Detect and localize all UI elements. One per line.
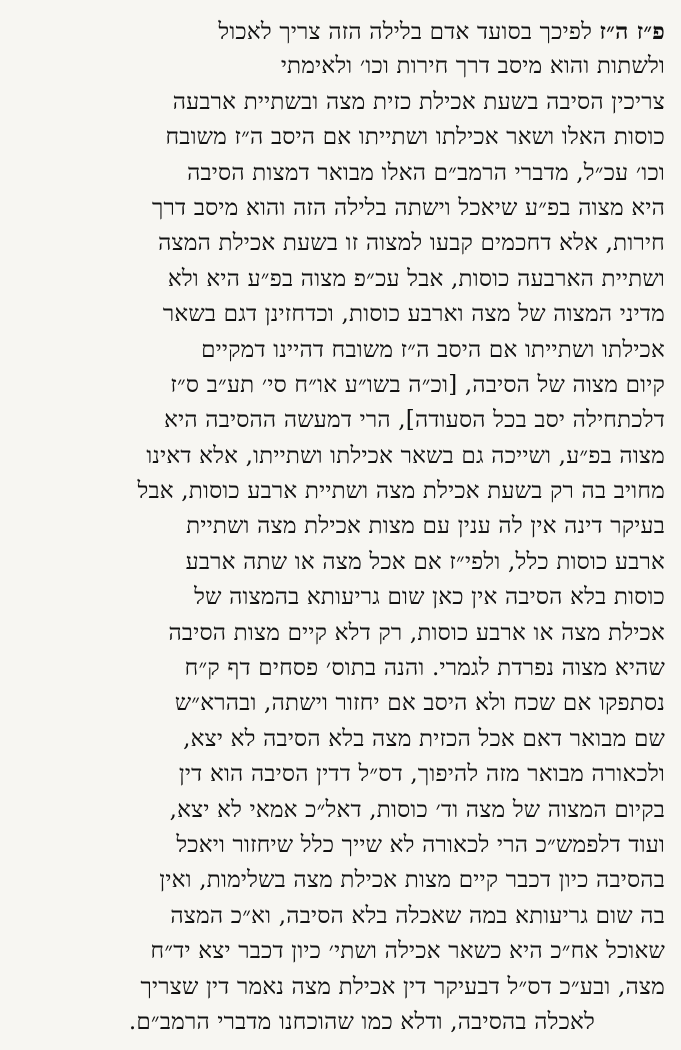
text-line: שאוכל אח״כ היא כשאר אכילה ושתי׳ כיון דכבר יצא יד״ח (150, 938, 665, 965)
text-line: כוסות בלא הסיבה אין כאן שום גריעותא בהמצוה של (194, 584, 665, 611)
text-line: וכו׳ עכ״ל, מדברי הרמב״ם האלו מבואר דמצות הסיבה (187, 159, 665, 186)
text-line: מצה, ובע״כ דס״ל דבעיקר דין אכילת מצה נאמר דין שצריך (140, 973, 665, 1000)
document-body (12, 14, 665, 1040)
text-line: אכילתו ושתייתו אם היסב ה״ז משובח דהיינו דמקיים (201, 336, 665, 363)
text-line: ארבע כוסות כלל, ולפי״ז אם אכל מצה או שתה ארבע (185, 548, 665, 575)
text-line (12, 14, 665, 49)
text-line: קיום מצוה של הסיבה, [וכ״ה בשו״ע או״ח סי׳ תע״ב ס״ז (170, 371, 665, 398)
text-line: ועוד דלפמש״כ הרי לכאורה לא שייך כלל שיחזור ויאכל (176, 831, 665, 858)
text-line: היא מצוה בפ״ע שיאכל וישתה בלילה הזה והוא מיסב דרך (152, 194, 665, 221)
text-line: כוסות האלו ושאר אכילתו ושתייתו אם היסב ה״ז משובח (165, 124, 665, 151)
text-line: דלכתחילה יסב בכל הסעודה], הרי דמעשה ההסיבה היא (164, 407, 665, 434)
text-line: בקיום המצוה של מצה וד׳ כוסות, דאל״כ אמאי לא יצא, (169, 796, 665, 823)
text-line: חירות, אלא דחכמים קבעו למצוה זו בשעת אכילת המצה (158, 230, 665, 257)
section-heading: פ״ז ה״ז (599, 18, 665, 45)
text-line: בהסיבה כיון דכבר קיים מצות אכילת מצה בשלימות, ואין (159, 867, 665, 894)
text-line: מצוה בפ״ע, ושייכה גם בשאר אכילתו ושתייתו, אלא דאינו (146, 442, 665, 469)
text-line: בעיקר דינה אין לה ענין עם מצות אכילת מצה ושתיית (186, 513, 665, 540)
text-line: מדיני המצוה של מצה וארבע כוסות, וכדחזינן דגם בשאר (162, 301, 665, 328)
text-line-last: לאכלה בהסיבה, ודלא כמו שהוכחנו מדברי הרמב״ם. (128, 1008, 595, 1035)
text-line: בה שום גריעותא במה שאכלה בלא הסיבה, וא״כ המצה (170, 902, 665, 929)
text-line: ולשתות והוא מיסב דרך חירות וכו׳ ולאימתי (280, 53, 665, 80)
text-line: שם מבואר דאם אכל הכזית מצה בלא הסיבה לא יצא, (183, 725, 665, 752)
text-line-content: לפיכך בסועד אדם בלילה הזה צריך לאכול (218, 19, 593, 45)
text-line: צריכין הסיבה בשעת אכילת כזית מצה ובשתיית ארבעה (172, 88, 665, 115)
text-line: נסתפקו אם שכח ולא היסב אם יחזור וישתה, ובהרא״ש (174, 690, 665, 717)
text-line: מחויב בה רק בשעת אכילת מצה ושתיית ארבע כוסות, אבל (137, 478, 665, 505)
text-line: ושתיית הארבעה כוסות, אבל עכ״פ מצוה בפ״ע היא ולא (167, 265, 665, 292)
text-line: ולכאורה מבואר מזה להיפוך, דס״ל דדין הסיבה הוא דין (178, 761, 665, 788)
text-line: שהיא מצוה נפרדת לגמרי. והנה בתוס׳ פסחים דף ק״ח (184, 655, 665, 682)
text-line: אכילת מצה או ארבע כוסות, רק דלא קיים מצות הסיבה (168, 619, 665, 646)
